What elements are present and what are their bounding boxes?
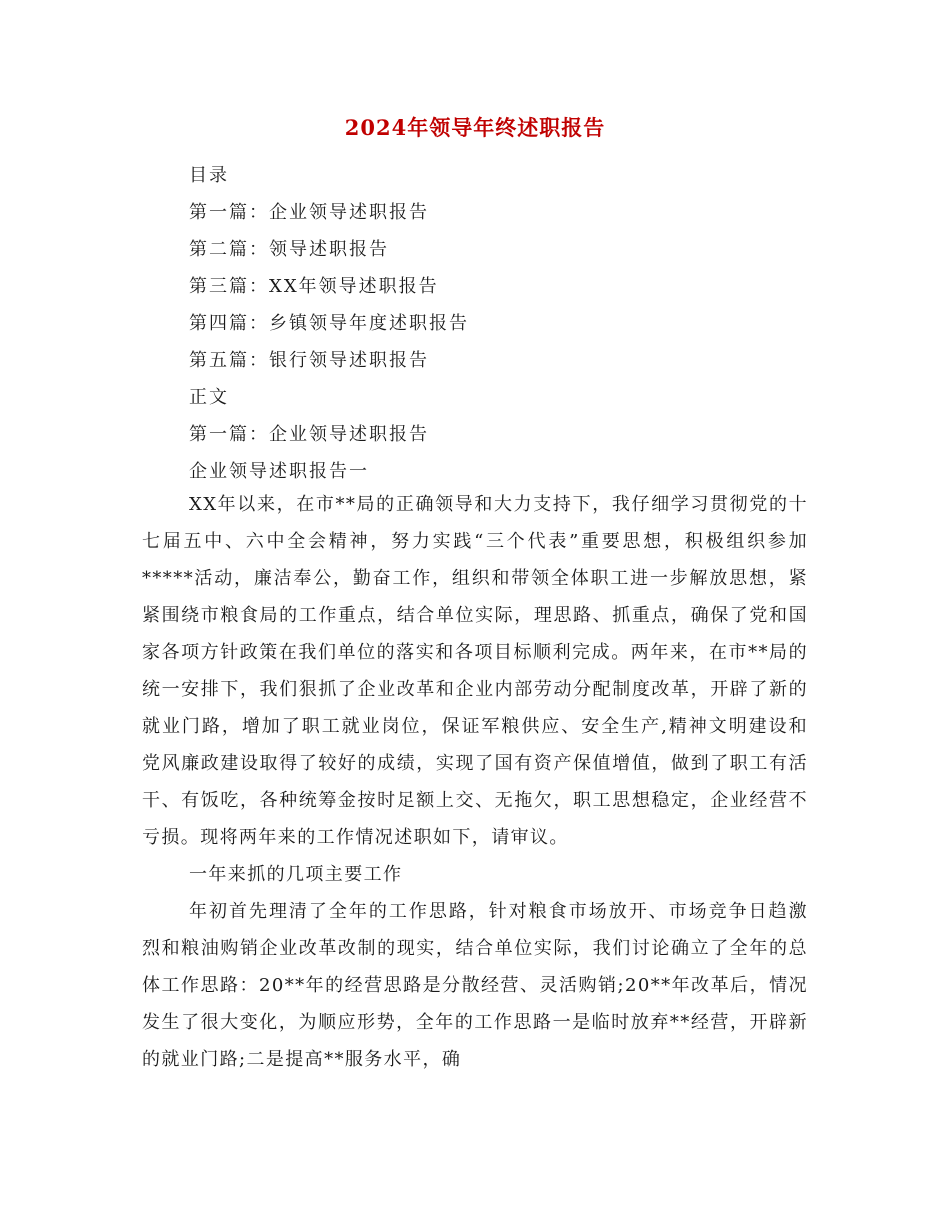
part-subtitle: 企业领导述职报告一 [189, 461, 369, 482]
toc-item: 第一篇：企业领导述职报告 [189, 202, 429, 223]
document-title: 2024年领导年终述职报告 [344, 115, 606, 140]
toc-item: 第四篇：乡镇领导年度述职报告 [189, 313, 469, 334]
body-text [142, 486, 808, 1078]
section-heading: 一年来抓的几项主要工作 [189, 864, 403, 885]
part-title: 第一篇：企业领导述职报告 [189, 424, 429, 445]
body-heading: 正文 [189, 387, 229, 408]
paragraph: 年初首先理清了全年的工作思路，针对粮食市场放开、市场竞争日趋激烈和粮油购销企业改革改制的现实，结合单位实际，我们讨论确立了全年的总体工作思路：20**年的经营思路是分散经营、灵活购销;20**年改革后，情况发生了很大变化，为顺应形势，全年的工作思路一是临时放弃**经营，开辟新的就业门路;二是提高**服务水平，确 [142, 901, 808, 1070]
toc-item: 第五篇：银行领导述职报告 [189, 350, 429, 371]
paragraph: XX年以来，在市**局的正确领导和大力支持下，我仔细学习贯彻党的十七届五中、六中全会精神，努力实践“三个代表”重要思想，积极组织参加*****活动，廉洁奉公，勤奋工作，组织和带领全体职工进一步解放思想，紧紧围绕市粮食局的工作重点，结合单位实际，理思路、抓重点，确保了党和国家各项方针政策在我们单位的落实和各项目标顺利完成。两年来，在市**局的统一安排下，我们狠抓了企业改革和企业内部劳动分配制度改革，开辟了新的就业门路，增加了职工就业岗位，保证军粮供应、安全生产,精神文明建设和党风廉政建设取得了较好的成绩，实现了国有资产保值增值，做到了职工有活干、有饭吃，各种统筹金按时足额上交、无拖欠，职工思想稳定，企业经营不亏损。现将两年来的工作情况述职如下，请审议。 [142, 494, 808, 848]
table-of-contents [189, 157, 469, 490]
toc-heading: 目录 [189, 165, 229, 186]
toc-item: 第二篇：领导述职报告 [189, 239, 389, 260]
toc-item: 第三篇：XX年领导述职报告 [189, 276, 439, 297]
